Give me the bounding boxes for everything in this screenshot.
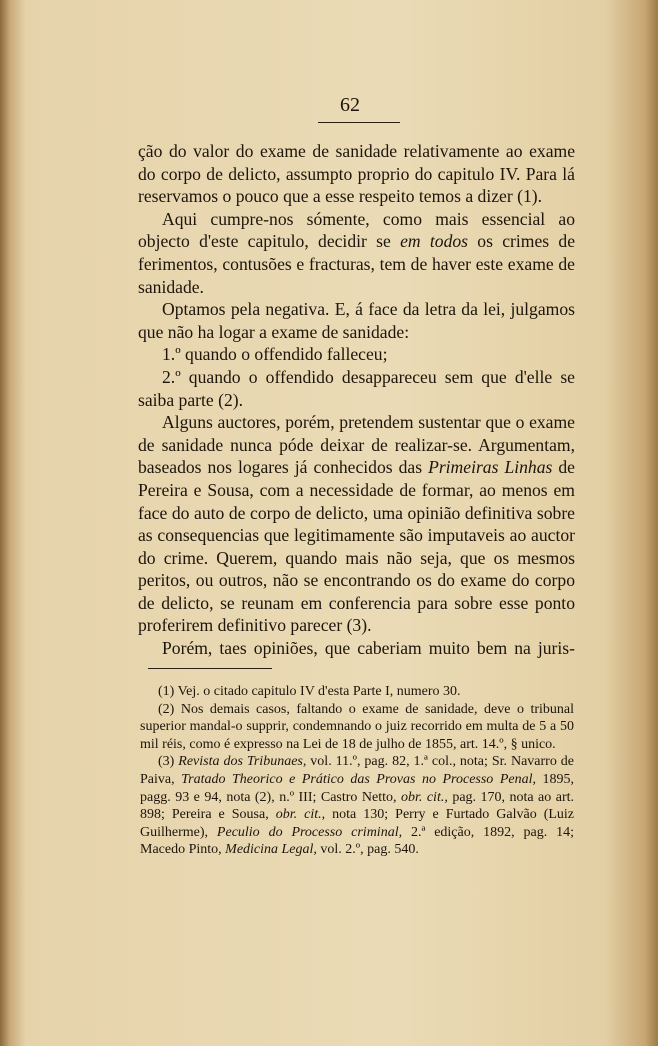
text-run: de Pereira e Sousa, com a necessidade de formar, ao menos em face do auto de corpo de delicto, uma opinião definitiva sobre as consequencias que legitimamente são imputaveis ao auctor do crime. Querem, quando mais não seja, que os mesmos peritos, ou outros, não se encontrando os do exame do corpo de delicto, se reunam em conferencia para sobre esse ponto proferirem definitivo parecer (3).: [138, 457, 575, 636]
paragraph: [138, 366, 575, 411]
text-run: Optamos pela negativa. E, á face da letra da lei, julgamos que não ha logar a exame de sanidade:: [138, 299, 575, 342]
text-run: vol. 11.º, pag. 82, 1.ª col., nota; Sr. Navarro de Paiva,: [140, 754, 575, 787]
text-run: Aqui cumpre-nos sómente, como mais essencial ao objecto d'este capitulo, decidir se: [138, 208, 575, 252]
text-run: ção do valor do exame de sanidade relativamente ao exame do corpo de delicto, assumpto proprio do capitulo IV. Para lá reservamos o pouco que a esse respeito temos a dizer (1).: [138, 141, 575, 207]
paragraph: [138, 343, 575, 366]
paragraph: [138, 208, 575, 298]
paragraph: [138, 140, 575, 208]
text-run: pag. 170, nota ao art. 898; Pereira e Sousa,: [140, 789, 575, 823]
italic-text: obr. cit.,: [275, 807, 326, 823]
text-run: 2.º quando o offendido desappareceu sem que d'elle se saiba parte (2).: [138, 366, 575, 410]
italic-text: Tratado Theorico e Prático das Provas no Processo Penal,: [181, 771, 536, 787]
text-run: vol. 2.º, pag. 540.: [316, 842, 419, 858]
footnote-rule: [148, 668, 272, 669]
italic-text: Revista dos Tribunaes,: [178, 754, 307, 770]
text-run: nota 130; Perry e Furtado Galvão (Luiz Guilherme),: [140, 807, 575, 840]
paragraph: [138, 298, 575, 343]
text-run: Porém, taes opiniões, que caberiam muito bem na juris-: [162, 638, 575, 659]
italic-text: Medicina Legal,: [225, 842, 317, 858]
text-run: Alguns auctores, porém, pretendem sustentar que o exame de sanidade nunca póde deixar de realizar-se. Argumentam, baseados nos logares já conhecidos das: [138, 412, 575, 478]
header-rule: [318, 122, 400, 123]
text-run: 2.ª edição, 1892, pag. 14; Macedo Pinto,: [140, 824, 574, 858]
footnote: [140, 701, 574, 754]
paragraph: [138, 637, 575, 660]
text-run: os crimes de ferimentos, contusões e fracturas, tem de haver este exame de sanidade.: [138, 231, 576, 297]
italic-text: Peculio do Processo criminal,: [216, 824, 403, 840]
italic-text: obr. cit.,: [400, 789, 448, 805]
text-run: (2) Nos demais casos, faltando o exame de sanidade, deve o tribunal superior mandal-o supprir, condemnando o juiz recorrido em multa de 5 a 50 mil réis, como é expresso na Lei de 18 de julho de 1855, art. 14.º, § unico.: [140, 701, 574, 752]
paragraph: [138, 411, 575, 637]
text-run: (3): [158, 754, 179, 770]
page-number: 62: [340, 94, 360, 116]
italic-text: em todos: [400, 231, 469, 252]
text-run: (1) Vej. o citado capitulo IV d'esta Parte I, numero 30.: [158, 684, 461, 699]
italic-text: Primeiras Linhas: [428, 457, 553, 478]
footnotes: [140, 683, 574, 859]
text-run: 1.º quando o offendido falleceu;: [162, 344, 388, 365]
body-text: [138, 140, 575, 660]
text-run: 1895, pagg. 93 e 94, nota (2), n.º III; Castro Netto,: [140, 771, 575, 805]
footnote: [140, 753, 574, 859]
footnote: [140, 683, 574, 701]
